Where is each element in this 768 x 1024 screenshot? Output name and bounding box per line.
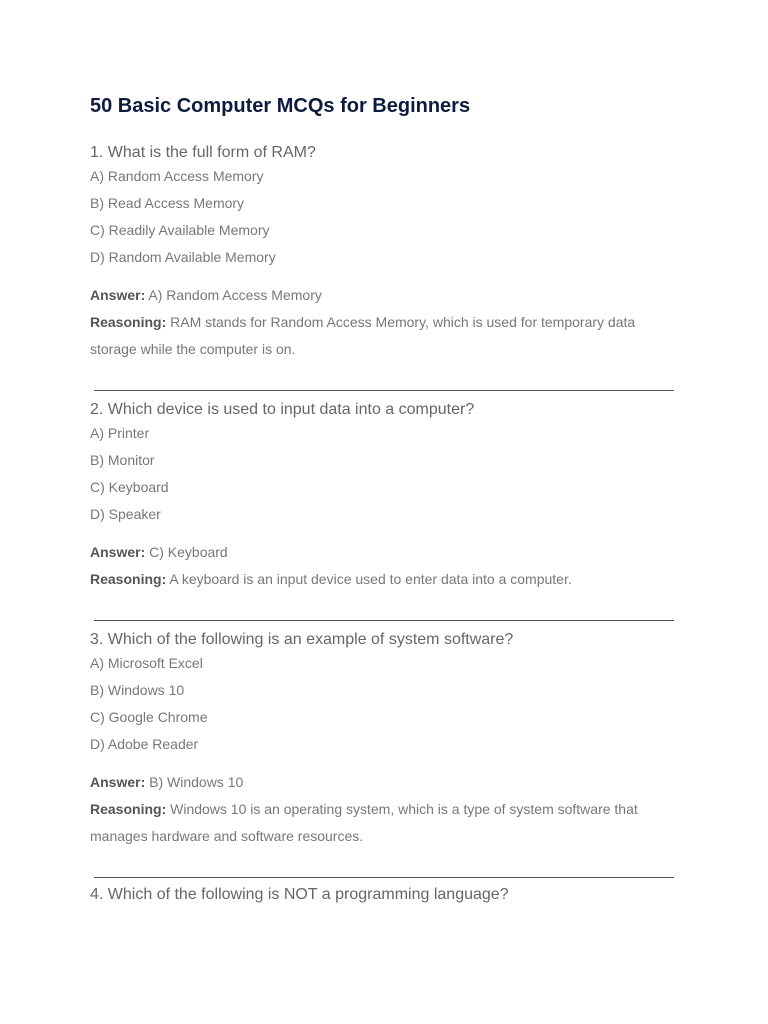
divider <box>94 620 674 621</box>
reasoning-label: Reasoning: <box>90 571 167 587</box>
option-b: B) Read Access Memory <box>90 195 245 211</box>
option-d: D) Random Available Memory <box>90 249 276 265</box>
document-page <box>90 92 680 905</box>
answer-line <box>90 539 680 566</box>
question-1 <box>90 143 680 391</box>
question-text: 3. Which of the following is an example of system software? <box>90 631 514 648</box>
reasoning-value: A keyboard is an input device used to enter data into a computer. <box>169 571 572 587</box>
question-text: 2. Which device is used to input data into a computer? <box>90 401 475 418</box>
option-a: A) Random Access Memory <box>90 168 264 184</box>
option-c: C) Keyboard <box>90 479 169 495</box>
options-list <box>90 163 680 271</box>
options-list <box>90 420 680 528</box>
option-a: A) Printer <box>90 425 150 441</box>
reasoning-line <box>90 796 680 850</box>
answer-line <box>90 769 680 796</box>
question-text: 4. Which of the following is NOT a programming language? <box>90 886 509 903</box>
option-c: C) Readily Available Memory <box>90 222 270 238</box>
question-2 <box>90 400 680 621</box>
options-list <box>90 650 680 758</box>
answer-block <box>90 282 680 363</box>
reasoning-label: Reasoning: <box>90 314 167 330</box>
reasoning-label: Reasoning: <box>90 801 167 817</box>
reasoning-line <box>90 566 680 593</box>
question-3 <box>90 630 680 878</box>
page-title: 50 Basic Computer MCQs for Beginners <box>90 95 471 117</box>
answer-label: Answer: <box>90 287 146 303</box>
divider <box>94 390 674 391</box>
question-4 <box>90 885 680 905</box>
option-b: B) Windows 10 <box>90 682 185 698</box>
reasoning-line <box>90 309 680 363</box>
question-text: 1. What is the full form of RAM? <box>90 144 316 161</box>
option-a: A) Microsoft Excel <box>90 655 203 671</box>
divider <box>94 877 674 878</box>
answer-value: C) Keyboard <box>149 544 228 560</box>
answer-label: Answer: <box>90 544 146 560</box>
reasoning-value: Windows 10 is an operating system, which is a type of system software that manages hardware and software resources. <box>90 801 638 844</box>
answer-line <box>90 282 680 309</box>
answer-block <box>90 539 680 593</box>
answer-value: A) Random Access Memory <box>148 287 322 303</box>
answer-value: B) Windows 10 <box>149 774 244 790</box>
option-c: C) Google Chrome <box>90 709 208 725</box>
option-d: D) Adobe Reader <box>90 736 199 752</box>
answer-label: Answer: <box>90 774 146 790</box>
option-b: B) Monitor <box>90 452 155 468</box>
answer-block <box>90 769 680 850</box>
option-d: D) Speaker <box>90 506 161 522</box>
reasoning-value: RAM stands for Random Access Memory, which is used for temporary data storage while the computer is on. <box>90 314 636 357</box>
